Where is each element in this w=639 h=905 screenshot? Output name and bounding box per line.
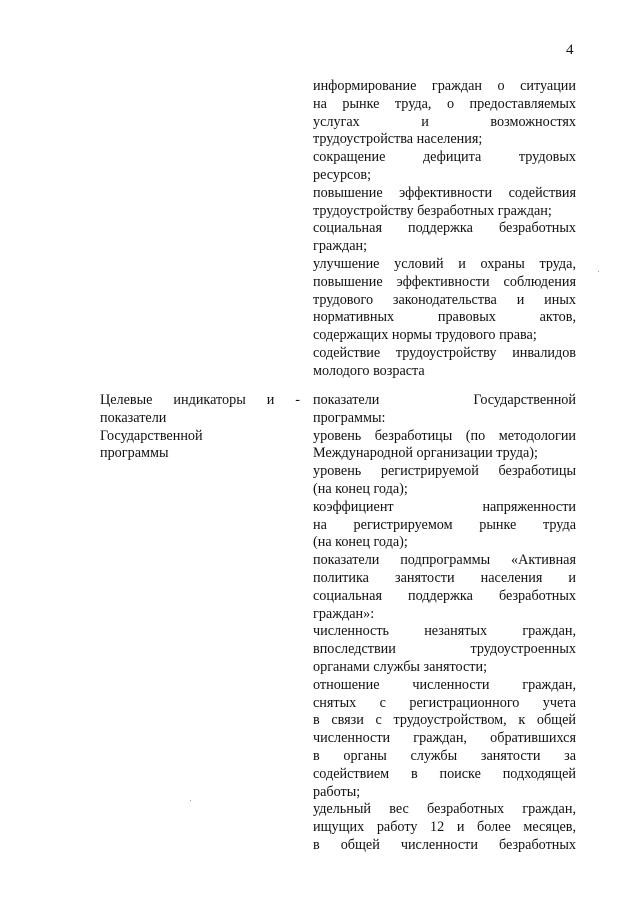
tasks-line: информирование граждан о ситуации — [313, 78, 576, 94]
indicators-line: показатели Государственной — [313, 392, 576, 408]
indicators-line: Международной организации труда); — [313, 445, 538, 462]
label-line: Целевые индикаторы и - — [100, 392, 300, 408]
indicators-line: в органы службы занятости за — [313, 747, 576, 764]
tasks-line: граждан; — [313, 238, 368, 255]
indicators-line: удельный вес безработных граждан, — [313, 801, 576, 818]
indicators-line: отношение численности граждан, — [313, 676, 576, 693]
tasks-line: социальная поддержка безработных — [313, 220, 576, 237]
indicators-line: органами службы занятости; — [313, 658, 488, 675]
indicators-line: программы: — [313, 409, 386, 426]
indicators-line: (на конец года); — [313, 534, 408, 551]
indicators-line: показатели подпрограммы «Активная — [313, 552, 576, 569]
tasks-line: содействие трудоустройству инвалидов — [313, 344, 576, 361]
tasks-line: сокращение дефицита трудовых — [313, 149, 576, 166]
scan-speck — [190, 800, 191, 801]
tasks-line: трудоустройству безработных граждан; — [313, 202, 552, 219]
indicators-line: уровень безработицы (по методологии — [313, 427, 576, 444]
indicators-line: в общей численности безработных — [313, 836, 576, 853]
tasks-line: содержащих нормы трудового права; — [313, 327, 537, 344]
indicators-line: численность незанятых граждан, — [313, 623, 576, 640]
indicators-line: (на конец года); — [313, 480, 408, 497]
tasks-text-block — [313, 78, 576, 381]
tasks-line: трудового законодательства и иных — [313, 291, 576, 308]
indicators-line: в связи с трудоустройством, к общей — [313, 712, 576, 729]
tasks-line: ресурсов; — [313, 166, 372, 183]
indicators-text-block — [313, 392, 576, 855]
indicators-line: ищущих работу 12 и более месяцев, — [313, 819, 576, 836]
indicators-line: граждан»: — [313, 605, 375, 622]
indicators-line: численности граждан, обратившихся — [313, 730, 576, 747]
tasks-line: на рынке труда, о предоставляемых — [313, 95, 576, 112]
tasks-line: повышение эффективности соблюдения — [313, 273, 576, 290]
tasks-line: повышение эффективности содействия — [313, 184, 576, 201]
tasks-line: нормативных правовых актов, — [313, 309, 576, 326]
label-line: показатели — [100, 409, 167, 426]
indicators-line: социальная поддержка безработных — [313, 587, 576, 604]
label-line: программы — [100, 445, 169, 462]
indicators-line: коэффициент напряженности — [313, 498, 576, 515]
tasks-line: трудоустройства населения; — [313, 131, 483, 148]
indicators-line: впоследствии трудоустроенных — [313, 641, 576, 658]
indicators-line: на регистрируемом рынке труда — [313, 516, 576, 533]
scan-speck — [598, 271, 599, 272]
tasks-line: молодого возраста — [313, 362, 425, 379]
tasks-line: услугах и возможностях — [313, 113, 576, 130]
indicators-line: содействием в поиске подходящей — [313, 765, 576, 782]
label-line: Государственной — [100, 427, 203, 444]
indicators-line: работы; — [313, 783, 361, 800]
indicators-line: политика занятости населения и — [313, 569, 576, 586]
tasks-line: улучшение условий и охраны труда, — [313, 255, 576, 272]
indicators-label — [100, 392, 300, 463]
page-number: 4 — [566, 42, 574, 58]
indicators-line: уровень регистрируемой безработицы — [313, 463, 576, 480]
indicators-line: снятых с регистрационного учета — [313, 694, 576, 711]
